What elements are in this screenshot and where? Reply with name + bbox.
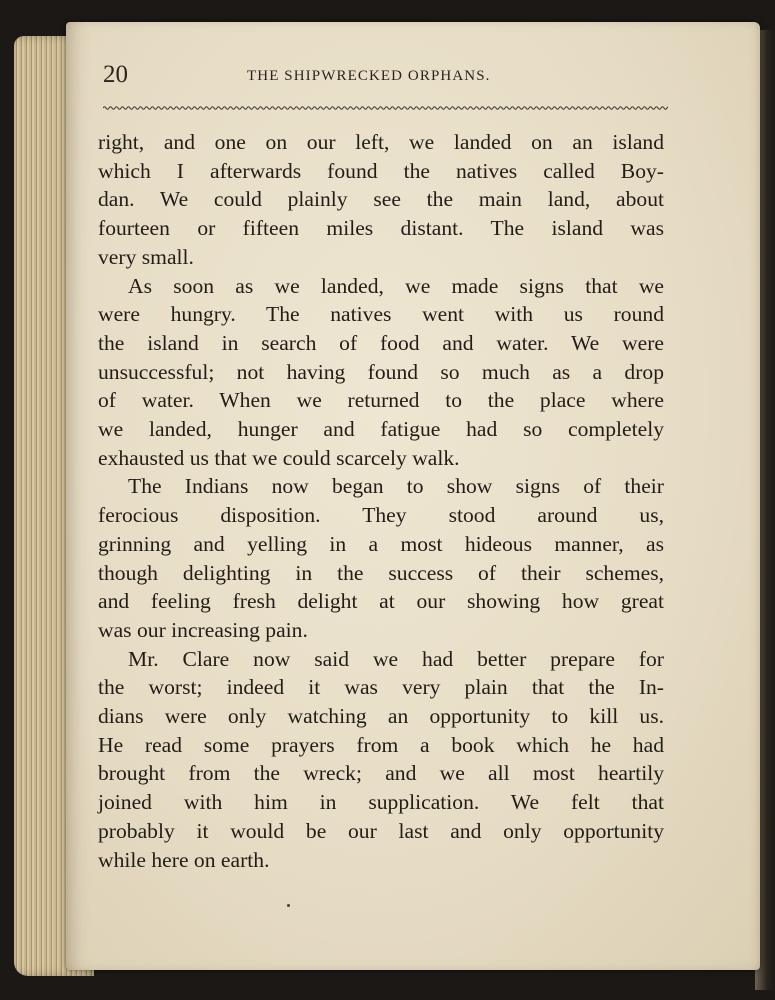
page-header xyxy=(103,58,663,92)
text-line: He read some prayers from a book which he had xyxy=(98,732,664,757)
text-line: joined with him in supplication. We felt that xyxy=(98,790,664,815)
body-text xyxy=(98,128,664,874)
text-line: were hungry. The natives went with us round xyxy=(98,302,664,327)
text-line: unsuccessful; not having found so much as a drop xyxy=(98,359,664,384)
text-line: fourteen or fifteen miles distant. The island was xyxy=(98,216,664,241)
text-line: which I afterwards found the natives called Boy- xyxy=(98,158,664,183)
text-line: dians were only watching an opportunity to kill us. xyxy=(98,704,664,729)
text-line: As soon as we landed, we made signs that we xyxy=(128,273,664,298)
text-line: very small. xyxy=(98,244,194,269)
text-line: probably it would be our last and only opportunity xyxy=(98,818,664,843)
text-line: exhausted us that we could scarcely walk. xyxy=(98,445,460,470)
text-line: and feeling fresh delight at our showing how great xyxy=(98,589,664,614)
text-line: while here on earth. xyxy=(98,847,270,872)
text-line: right, and one on our left, we landed on an island xyxy=(98,130,664,154)
text-line: was our increasing pain. xyxy=(98,617,308,642)
text-line: brought from the wreck; and we all most heartily xyxy=(98,761,664,786)
paper-speck xyxy=(287,904,290,907)
text-line: we landed, hunger and fatigue had so completely xyxy=(98,417,664,442)
text-line: the worst; indeed it was very plain that the In- xyxy=(98,675,664,700)
page-number: 20 xyxy=(103,61,128,88)
text-line: The Indians now began to show signs of their xyxy=(128,474,664,499)
running-title: THE SHIPWRECKED ORPHANS. xyxy=(247,68,491,84)
text-line: ferocious disposition. They stood around us, xyxy=(98,503,664,528)
text-line: of water. When we returned to the place where xyxy=(98,388,664,413)
header-wavy-rule xyxy=(103,104,668,112)
text-line: dan. We could plainly see the main land, about xyxy=(98,187,664,212)
text-line: though delighting in the success of their schemes, xyxy=(98,560,664,585)
text-line: the island in search of food and water. We were xyxy=(98,330,664,355)
text-line: Mr. Clare now said we had better prepare for xyxy=(128,646,664,671)
text-line: grinning and yelling in a most hideous manner, as xyxy=(98,531,664,556)
